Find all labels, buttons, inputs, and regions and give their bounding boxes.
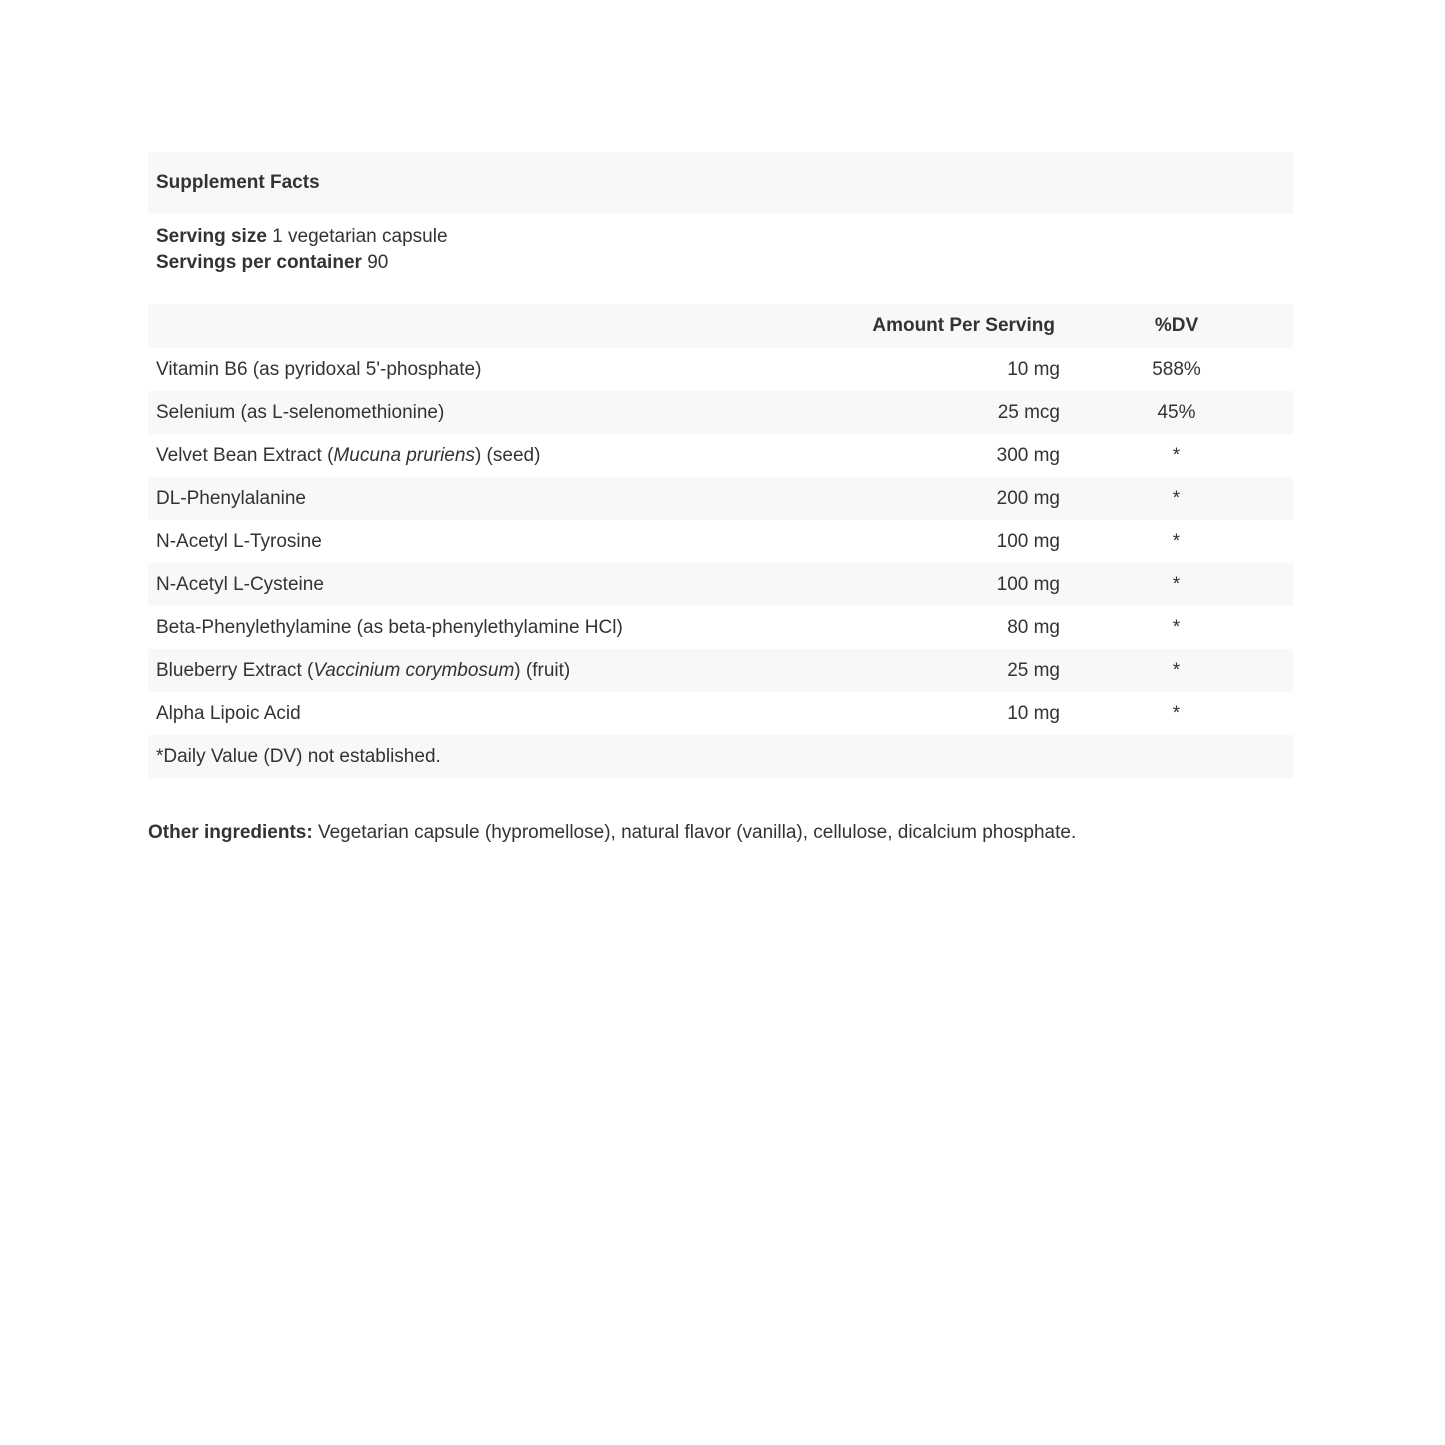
nutrient-name [148,574,848,596]
nutrient-name [148,617,848,639]
nutrient-name-text: Alpha Lipoic Acid [156,702,301,724]
other-ingredients [148,820,1293,846]
nutrient-name-text: Velvet Bean Extract ( [156,444,334,466]
nutrient-name-suffix: ) (seed) [474,444,541,466]
table-row [148,477,1293,520]
table-header-row [148,304,1293,348]
supplement-facts-title: Supplement Facts [148,152,1293,214]
nutrient-latin-name: Mucuna pruriens [333,444,475,466]
servings-per-container-label: Servings per container [156,252,362,273]
header-dv: %DV [1154,315,1199,336]
nutrient-dv: * [1172,530,1181,552]
nutrient-name [148,531,848,553]
nutrient-dv: * [1172,659,1181,681]
nutrient-name-text: DL-Phenylalanine [156,487,306,509]
table-row [148,348,1293,391]
servings-per-container-line [156,250,1285,276]
table-row [148,606,1293,649]
nutrient-name-text: Selenium (as L-selenomethionine) [156,401,445,423]
nutrient-amount: 100 mg [996,530,1060,552]
nutrient-name-text: N-Acetyl L-Tyrosine [156,530,322,552]
table-row [148,692,1293,735]
nutrient-dv: * [1172,444,1181,466]
nutrient-dv: * [1172,702,1181,724]
nutrient-amount: 10 mg [1007,702,1060,724]
nutrient-dv: 45% [1157,401,1196,423]
nutrient-name [148,703,848,725]
table-body [148,348,1293,735]
nutrient-dv: * [1172,616,1181,638]
serving-size-value: 1 vegetarian capsule [272,226,448,247]
nutrient-amount: 200 mg [996,487,1060,509]
dv-footnote: *Daily Value (DV) not established. [156,745,441,767]
nutrient-dv: * [1172,573,1181,595]
nutrient-dv: 588% [1152,358,1201,380]
table-row [148,649,1293,692]
nutrient-amount: 300 mg [996,444,1060,466]
table-row [148,563,1293,606]
nutrient-amount: 25 mcg [997,401,1060,423]
nutrient-dv: * [1172,487,1181,509]
nutrient-latin-name: Vaccinium corymbosum [313,659,515,681]
nutrient-amount: 10 mg [1007,358,1060,380]
nutrient-name [148,359,848,381]
nutrient-name-text: Vitamin B6 (as pyridoxal 5'-phosphate) [156,358,482,380]
nutrient-name [148,488,848,510]
table-row [148,520,1293,563]
nutrient-name-text: Blueberry Extract ( [156,659,314,681]
nutrient-name [148,402,848,424]
nutrient-amount: 80 mg [1007,616,1060,638]
nutrient-amount: 25 mg [1007,659,1060,681]
other-ingredients-label: Other ingredients: [148,822,313,843]
supplement-facts-panel [148,152,1293,778]
serving-size-line [156,224,1285,250]
table-row [148,434,1293,477]
header-amount: Amount Per Serving [872,315,1055,336]
table-footnote-row [148,735,1293,778]
nutrient-name [148,660,848,682]
table-row [148,391,1293,434]
serving-info [148,214,1293,304]
nutrient-amount: 100 mg [996,573,1060,595]
nutrient-table [148,304,1293,778]
nutrient-name-text: N-Acetyl L-Cysteine [156,573,324,595]
other-ingredients-text: Vegetarian capsule (hypromellose), natural flavor (vanilla), cellulose, dicalcium phosphate. [317,822,1077,843]
servings-per-container-value: 90 [367,252,389,273]
nutrient-name-suffix: ) (fruit) [514,659,571,681]
nutrient-name-text: Beta-Phenylethylamine (as beta-phenylethylamine HCl) [156,616,623,638]
serving-size-label: Serving size [156,226,267,247]
nutrient-name [148,445,848,467]
